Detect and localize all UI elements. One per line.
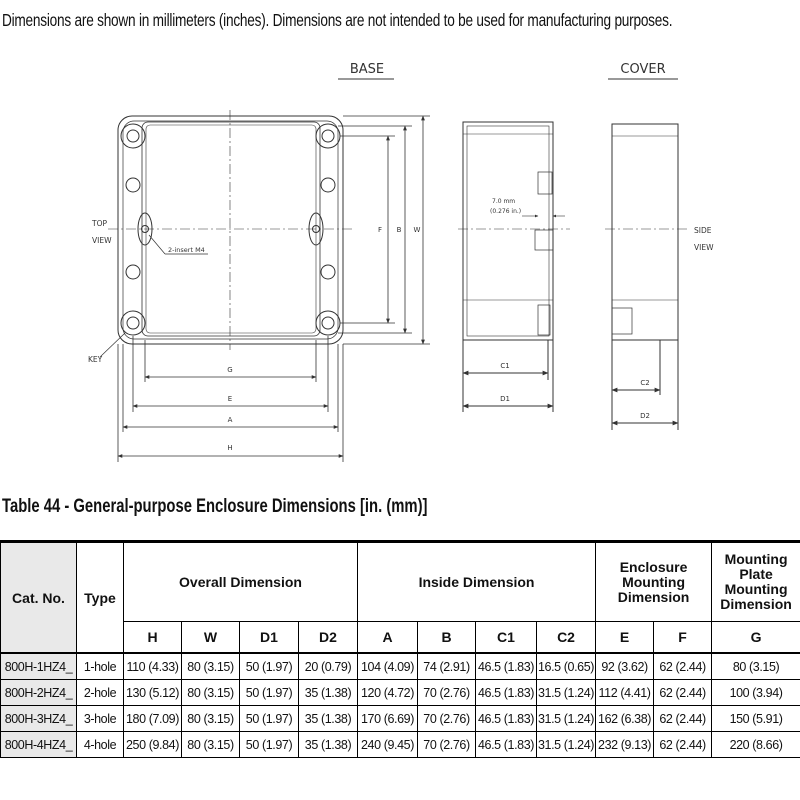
value-cell: 31.5 (1.24): [537, 732, 596, 758]
header-cat-no: Cat. No.: [1, 542, 77, 654]
dim-f-label: F: [377, 226, 383, 234]
value-cell: 130 (5.12): [124, 680, 182, 706]
value-cell: 250 (9.84): [124, 732, 182, 758]
type-cell: 1-hole: [77, 653, 124, 680]
value-cell: 170 (6.69): [358, 706, 418, 732]
value-cell: 35 (1.38): [299, 680, 358, 706]
table-title: Table 44 - General-purpose Enclosure Dimensions [in. (mm)]: [2, 496, 428, 517]
value-cell: 20 (0.79): [299, 653, 358, 680]
dim-a-label: A: [227, 416, 233, 424]
value-cell: 62 (2.44): [654, 706, 712, 732]
value-cell: 16.5 (0.65): [537, 653, 596, 680]
value-cell: 162 (6.38): [596, 706, 654, 732]
col-header: E: [596, 622, 654, 654]
dim-b-label: B: [396, 226, 402, 234]
dim-c1-label: C1: [500, 362, 510, 370]
table-row: [1, 653, 800, 680]
value-cell: 112 (4.41): [596, 680, 654, 706]
value-cell: 92 (3.62): [596, 653, 654, 680]
dimensions-table: [0, 540, 800, 758]
value-cell: 120 (4.72): [358, 680, 418, 706]
insert-label: 2-insert M4: [168, 246, 205, 254]
depth-label-2: (0.276 in.): [490, 208, 522, 215]
table-row: [1, 706, 800, 732]
col-header: C2: [537, 622, 596, 654]
value-cell: 70 (2.76): [418, 706, 476, 732]
enclosure-drawing: [0, 40, 800, 480]
value-cell: 50 (1.97): [240, 732, 299, 758]
value-cell: 150 (5.91): [712, 706, 800, 732]
value-cell: 180 (7.09): [124, 706, 182, 732]
value-cell: 80 (3.15): [182, 706, 240, 732]
dim-g-label: G: [227, 366, 233, 374]
type-cell: 4-hole: [77, 732, 124, 758]
key-label: KEY: [88, 355, 103, 364]
cat-no-cell: 800H-1HZ4_: [1, 653, 77, 680]
value-cell: 70 (2.76): [418, 680, 476, 706]
value-cell: 70 (2.76): [418, 732, 476, 758]
type-cell: 2-hole: [77, 680, 124, 706]
value-cell: 110 (4.33): [124, 653, 182, 680]
col-header: F: [654, 622, 712, 654]
dim-d2-label: D2: [640, 412, 650, 420]
value-cell: 104 (4.09): [358, 653, 418, 680]
value-cell: 46.5 (1.83): [476, 706, 537, 732]
value-cell: 31.5 (1.24): [537, 706, 596, 732]
type-cell: 3-hole: [77, 706, 124, 732]
value-cell: 232 (9.13): [596, 732, 654, 758]
value-cell: 80 (3.15): [182, 732, 240, 758]
col-header: D1: [240, 622, 299, 654]
dim-e-label: E: [227, 395, 233, 403]
col-header: C1: [476, 622, 537, 654]
side-view-label-1: SIDE: [694, 226, 712, 235]
top-view-label-2: VIEW: [92, 236, 112, 245]
dim-d1-label: D1: [500, 395, 510, 403]
dim-h-label: H: [227, 444, 233, 452]
col-header: W: [182, 622, 240, 654]
cover-label: COVER: [620, 62, 666, 77]
col-header: A: [358, 622, 418, 654]
dim-c2-label: C2: [640, 379, 650, 387]
value-cell: 74 (2.91): [418, 653, 476, 680]
dim-w-label: W: [413, 226, 421, 234]
value-cell: 50 (1.97): [240, 680, 299, 706]
base-label: BASE: [349, 62, 385, 77]
top-view-label-1: TOP: [92, 219, 108, 228]
cat-no-cell: 800H-4HZ4_: [1, 732, 77, 758]
value-cell: 46.5 (1.83): [476, 653, 537, 680]
value-cell: 62 (2.44): [654, 680, 712, 706]
value-cell: 100 (3.94): [712, 680, 800, 706]
value-cell: 62 (2.44): [654, 653, 712, 680]
value-cell: 240 (9.45): [358, 732, 418, 758]
value-cell: 46.5 (1.83): [476, 732, 537, 758]
col-header: B: [418, 622, 476, 654]
value-cell: 62 (2.44): [654, 732, 712, 758]
cat-no-cell: 800H-2HZ4_: [1, 680, 77, 706]
table-row: [1, 680, 800, 706]
side-view-label-2: VIEW: [694, 243, 714, 252]
header-mounting-plate: Mounting Plate Mounting Dimension: [712, 542, 800, 622]
header-overall: Overall Dimension: [124, 542, 358, 622]
header-inside: Inside Dimension: [358, 542, 596, 622]
table-row: [1, 732, 800, 758]
base-side-view: [458, 122, 570, 412]
value-cell: 35 (1.38): [299, 732, 358, 758]
col-header: H: [124, 622, 182, 654]
value-cell: 50 (1.97): [240, 653, 299, 680]
cat-no-cell: 800H-3HZ4_: [1, 706, 77, 732]
col-header: G: [712, 622, 800, 654]
value-cell: 50 (1.97): [240, 706, 299, 732]
value-cell: 80 (3.15): [182, 680, 240, 706]
depth-label-1: 7.0 mm: [492, 198, 516, 205]
dimensions-note: Dimensions are shown in millimeters (inches). Dimensions are not intended to be used for manufacturing purposes.: [2, 10, 673, 30]
top-view: [100, 110, 352, 357]
header-enclosure-mounting: Enclosure Mounting Dimension: [596, 542, 712, 622]
value-cell: 46.5 (1.83): [476, 680, 537, 706]
value-cell: 80 (3.15): [182, 653, 240, 680]
value-cell: 80 (3.15): [712, 653, 800, 680]
col-header: D2: [299, 622, 358, 654]
header-type: Type: [77, 542, 124, 654]
value-cell: 31.5 (1.24): [537, 680, 596, 706]
value-cell: 35 (1.38): [299, 706, 358, 732]
value-cell: 220 (8.66): [712, 732, 800, 758]
